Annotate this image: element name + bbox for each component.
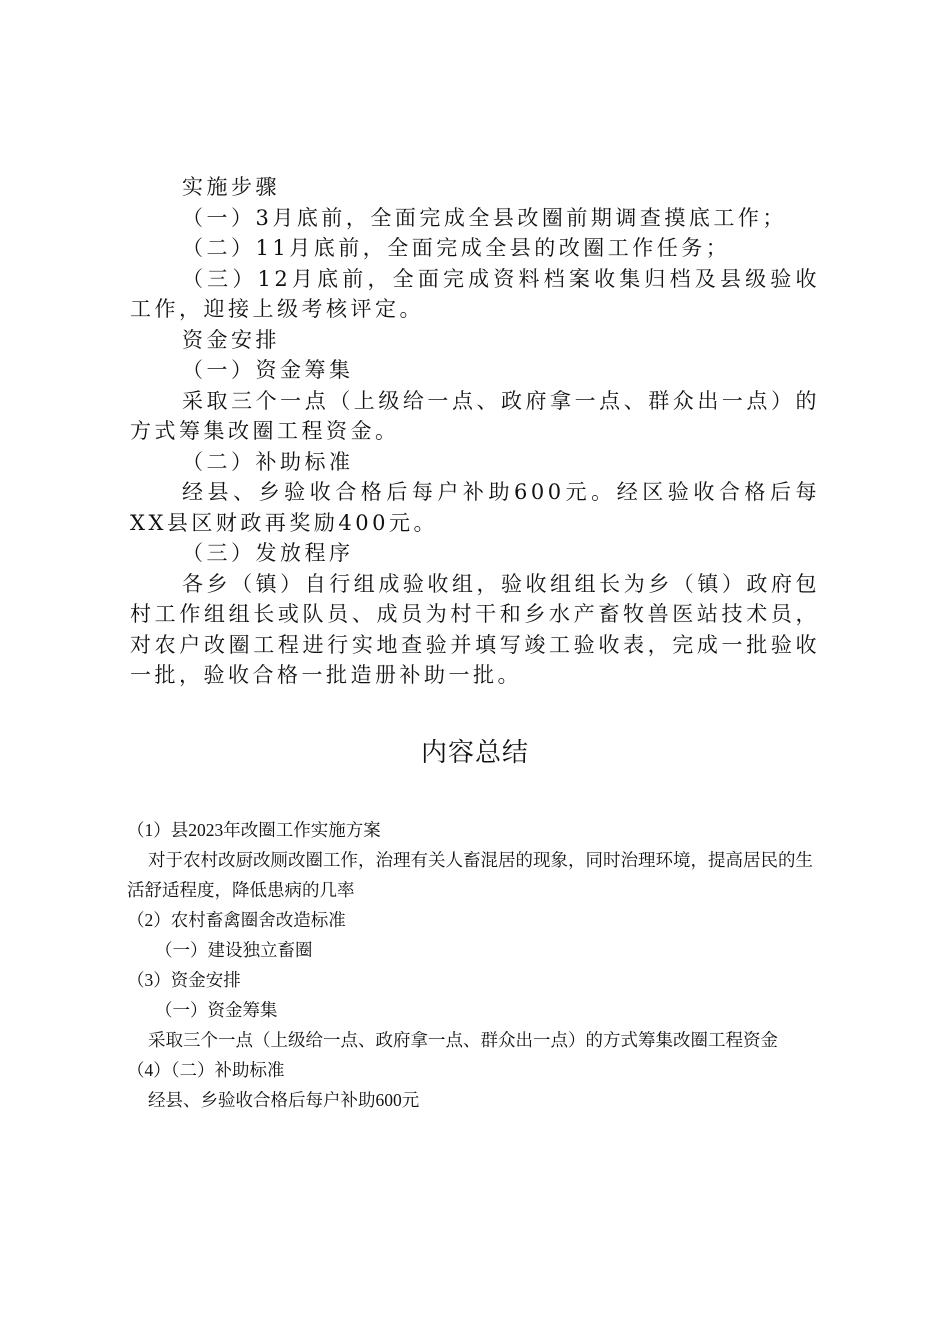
summary-section: [127, 815, 817, 1115]
summary-body-3: 采取三个一点（上级给一点、政府拿一点、群众出一点）的方式筹集改圈工程资金: [148, 1030, 778, 1050]
step-item-3: （三）12月底前，全面完成资料档案收集归档及县级验收工作，迎接上级考核评定。: [130, 266, 820, 321]
summary-title: 内容总结: [420, 738, 529, 768]
summary-body-1: 对于农村改厨改厕改圈工作，治理有关人畜混居的现象，同时治理环境，提高居民的生活舒适程度，降低患病的几率: [127, 850, 813, 900]
funding-distribution-paragraph: 各乡（镇）自行组成验收组，验收组组长为乡（镇）政府包村工作组组长或队员、成员为村干和乡水产畜牧兽医站技术员，对农户改圈工程进行实地查验并填写竣工验收表，完成一批验收一批，验收合格一批造册补助一批。: [130, 571, 820, 687]
heading-funding: 资金安排: [182, 327, 280, 352]
summary-subheading-3-1: （一）资金筹集: [155, 1000, 278, 1020]
funding-subheading-raising: （一）资金筹集: [182, 358, 354, 382]
funding-subheading-distribution: （三）发放程序: [182, 541, 354, 565]
implementation-section: [130, 172, 820, 691]
summary-heading-4: （4）（二）补助标准: [127, 1060, 285, 1080]
step-item-1: （一）3月底前，全面完成全县改圈前期调查摸底工作；: [182, 205, 787, 230]
step-item-2: （二）11月底前，全面完成全县的改圈工作任务；: [182, 236, 731, 260]
funding-subheading-subsidy: （二）补助标准: [182, 449, 354, 474]
summary-heading-1: （1）县2023年改圈工作实施方案: [127, 820, 381, 840]
summary-heading-3: （3）资金安排: [127, 970, 241, 990]
funding-subsidy-paragraph: 经县、乡验收合格后每户补助600元。经区验收合格后每XX县区财政再奖励400元。: [130, 480, 820, 535]
summary-body-4: 经县、乡验收合格后每户补助600元: [148, 1090, 420, 1110]
funding-raising-paragraph: 采取三个一点（上级给一点、政府拿一点、群众出一点）的方式筹集改圈工程资金。: [130, 388, 820, 443]
summary-heading-2: （2）农村畜禽圈舍改造标准: [127, 910, 346, 930]
summary-subheading-2-1: （一）建设独立畜圈: [155, 940, 313, 960]
heading-implementation-steps: 实施步骤: [182, 175, 280, 199]
